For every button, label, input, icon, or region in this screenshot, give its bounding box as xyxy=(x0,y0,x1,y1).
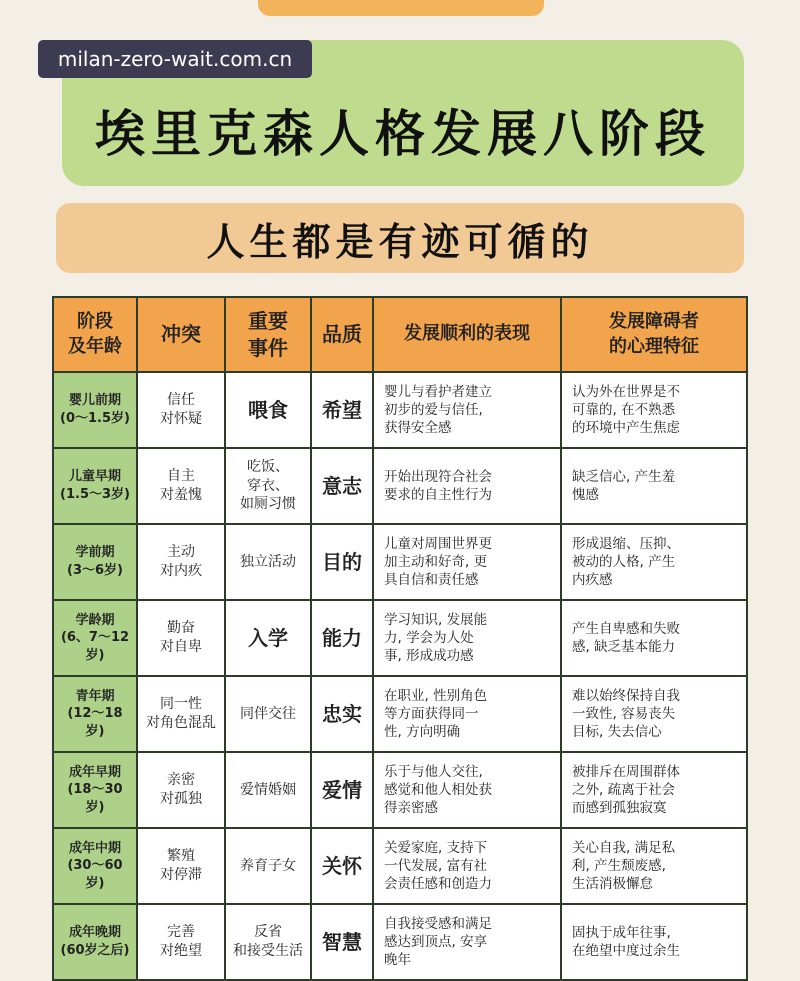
success-cell xyxy=(373,676,561,752)
header-event-line2: 事件 xyxy=(248,335,288,360)
conflict-cell xyxy=(137,524,225,600)
stage-cell xyxy=(53,600,137,676)
obstacle-cell-line: 可靠的, 在不熟悉 xyxy=(572,401,676,418)
header-obstacle-line1: 发展障碍者 xyxy=(609,311,699,333)
event-cell xyxy=(225,448,311,524)
obstacle-cell-line: 缺乏信心, 产生羞 xyxy=(572,468,676,485)
quality-cell: 意志 xyxy=(311,448,373,524)
stage-cell-line: (3～6岁) xyxy=(67,563,123,578)
obstacle-cell-line: 生活消极懈怠 xyxy=(572,876,653,893)
obstacle-cell-line: 而感到孤独寂寞 xyxy=(572,800,667,817)
header-success: 发展顺利的表现 xyxy=(373,297,561,372)
success-cell xyxy=(373,448,561,524)
obstacle-cell-line: 被动的人格, 产生 xyxy=(572,553,676,570)
quality-cell: 爱情 xyxy=(311,752,373,828)
success-cell-line: 在职业, 性别角色 xyxy=(384,687,488,704)
stage-cell-line: (12～18岁) xyxy=(67,706,123,739)
stage-cell xyxy=(53,828,137,904)
table-row xyxy=(53,676,747,752)
table-row xyxy=(53,372,747,448)
success-cell-line: 获得安全感 xyxy=(384,420,452,437)
success-cell xyxy=(373,524,561,600)
event-cell-line: 入学 xyxy=(248,625,288,650)
obstacle-cell xyxy=(561,372,747,448)
conflict-cell-line: 对羞愧 xyxy=(160,487,202,503)
obstacle-cell xyxy=(561,828,747,904)
event-cell-line: 养育子女 xyxy=(240,857,296,874)
obstacle-cell-line: 固执于成年往事, xyxy=(572,924,671,941)
conflict-cell-line: 自主 xyxy=(167,468,195,485)
success-cell xyxy=(373,828,561,904)
event-cell-line: 如厕习惯 xyxy=(240,496,296,513)
success-cell-line: 会责任感和创造力 xyxy=(384,876,492,893)
success-cell-line: 一代发展, 富有社 xyxy=(384,857,488,874)
success-cell-line: 感觉和他人相处获 xyxy=(384,781,492,798)
obstacle-cell-line: 认为外在世界是不 xyxy=(572,383,680,400)
success-cell xyxy=(373,600,561,676)
table-row xyxy=(53,752,747,828)
obstacle-cell-line: 愧感 xyxy=(572,487,599,503)
conflict-cell-line: 完善 xyxy=(167,924,195,941)
conflict-cell-line: 对孤独 xyxy=(160,791,202,807)
stage-cell-line: (1.5～3岁) xyxy=(60,487,130,502)
stage-cell-line: 成年中期 xyxy=(68,840,121,856)
page-title: 埃里克森人格发展八阶段 xyxy=(95,105,711,163)
event-cell-line: 穿衣、 xyxy=(247,477,289,494)
header-stage-line1: 阶段 xyxy=(77,311,113,333)
success-cell-line: 关爱家庭, 支持下 xyxy=(384,839,488,856)
conflict-cell xyxy=(137,676,225,752)
success-cell-line: 要求的自主性行为 xyxy=(384,487,492,503)
obstacle-cell-line: 关心自我, 满足私 xyxy=(572,839,676,856)
obstacle-cell-line: 的环境中产生焦虑 xyxy=(572,420,680,437)
conflict-cell-line: 对内疚 xyxy=(160,563,202,579)
success-cell-line: 开始出现符合社会 xyxy=(384,468,492,485)
event-cell xyxy=(225,904,311,980)
stages-table xyxy=(52,296,748,981)
success-cell-line: 儿童对周围世界更 xyxy=(384,535,492,552)
stage-cell-line: 学龄期 xyxy=(75,612,115,628)
subtitle-banner xyxy=(56,203,744,273)
event-cell-line: 反省 xyxy=(254,924,282,941)
stage-cell-line: 儿童早期 xyxy=(68,469,121,485)
conflict-cell-line: 亲密 xyxy=(167,772,195,789)
header-stage-line2: 及年龄 xyxy=(68,335,122,357)
conflict-cell xyxy=(137,448,225,524)
stage-cell xyxy=(53,524,137,600)
header-conflict: 冲突 xyxy=(137,297,225,372)
stage-cell-line: (30～60岁) xyxy=(67,858,123,891)
conflict-cell xyxy=(137,904,225,980)
event-cell xyxy=(225,676,311,752)
event-cell xyxy=(225,600,311,676)
conflict-cell-line: 对怀疑 xyxy=(160,411,202,427)
event-cell-line: 吃饭、 xyxy=(247,458,289,475)
success-cell-line: 性, 方向明确 xyxy=(384,724,461,741)
obstacle-cell-line: 利, 产生颓废感, xyxy=(572,857,666,874)
event-cell-line: 爱情婚姻 xyxy=(240,781,296,798)
conflict-cell-line: 主动 xyxy=(167,544,195,561)
table-row xyxy=(53,904,747,980)
conflict-cell-line: 勤奋 xyxy=(167,620,195,637)
success-cell-line: 初步的爱与信任, xyxy=(384,401,483,418)
success-cell xyxy=(373,904,561,980)
watermark-badge: milan-zero-wait.com.cn xyxy=(38,40,312,78)
conflict-cell-line: 繁殖 xyxy=(167,848,195,865)
table-row xyxy=(53,448,747,524)
stage-cell-line: 婴儿前期 xyxy=(68,393,121,409)
conflict-cell xyxy=(137,752,225,828)
obstacle-cell xyxy=(561,524,747,600)
header-event-line1: 重要 xyxy=(248,308,288,333)
obstacle-cell-line: 产生自卑感和失败 xyxy=(572,620,680,637)
success-cell xyxy=(373,372,561,448)
success-cell-line: 婴儿与看护者建立 xyxy=(384,383,492,400)
obstacle-cell xyxy=(561,600,747,676)
conflict-cell-line: 信任 xyxy=(167,392,195,409)
conflict-cell xyxy=(137,600,225,676)
event-cell xyxy=(225,752,311,828)
success-cell-line: 晚年 xyxy=(384,952,411,969)
conflict-cell-line: 同一性 xyxy=(160,696,202,713)
success-cell-line: 事, 形成成功感 xyxy=(384,648,474,665)
quality-cell: 智慧 xyxy=(311,904,373,980)
stage-cell-line: (18～30岁) xyxy=(67,782,123,815)
conflict-cell xyxy=(137,372,225,448)
header-quality: 品质 xyxy=(311,297,373,372)
stage-cell xyxy=(53,372,137,448)
table-row xyxy=(53,828,747,904)
stage-cell xyxy=(53,904,137,980)
obstacle-cell-line: 难以始终保持自我 xyxy=(572,687,680,704)
table-header-row xyxy=(53,297,747,372)
quality-cell: 目的 xyxy=(311,524,373,600)
quality-cell: 关怀 xyxy=(311,828,373,904)
page-subtitle: 人生都是有迹可循的 xyxy=(206,219,594,264)
success-cell xyxy=(373,752,561,828)
quality-cell: 能力 xyxy=(311,600,373,676)
success-cell-line: 乐于与他人交往, xyxy=(384,763,483,780)
success-cell-line: 等方面获得同一 xyxy=(384,705,479,722)
event-cell-line: 独立活动 xyxy=(240,553,296,570)
quality-cell: 希望 xyxy=(311,372,373,448)
event-cell xyxy=(225,828,311,904)
success-cell-line: 感达到顶点, 安享 xyxy=(384,933,488,950)
stage-cell-line: 青年期 xyxy=(75,688,115,704)
header-event xyxy=(225,297,311,372)
obstacle-cell xyxy=(561,752,747,828)
obstacle-cell-line: 形成退缩、压抑、 xyxy=(572,535,680,552)
event-cell xyxy=(225,524,311,600)
stage-cell xyxy=(53,752,137,828)
stage-cell-line: 学前期 xyxy=(75,545,115,561)
header-obstacle-line2: 的心理特征 xyxy=(609,335,699,357)
table-row xyxy=(53,524,747,600)
obstacle-cell xyxy=(561,676,747,752)
success-cell-line: 自我接受感和满足 xyxy=(384,915,492,932)
obstacle-cell xyxy=(561,904,747,980)
header-stage xyxy=(53,297,137,372)
stage-cell-line: 成年晚期 xyxy=(68,925,121,941)
success-cell-line: 具自信和责任感 xyxy=(384,572,479,589)
conflict-cell xyxy=(137,828,225,904)
event-cell xyxy=(225,372,311,448)
stage-cell xyxy=(53,676,137,752)
conflict-cell-line: 对角色混乱 xyxy=(146,715,216,731)
quality-cell: 忠实 xyxy=(311,676,373,752)
event-cell-line: 和接受生活 xyxy=(233,943,303,959)
header-obstacle xyxy=(561,297,747,372)
conflict-cell-line: 对自卑 xyxy=(160,639,202,655)
obstacle-cell-line: 在绝望中度过余生 xyxy=(572,943,680,959)
obstacle-cell-line: 之外, 疏离于社会 xyxy=(572,781,676,798)
obstacle-cell-line: 目标, 失去信心 xyxy=(572,724,662,741)
obstacle-cell-line: 内疚感 xyxy=(572,572,613,589)
obstacle-cell-line: 感, 缺乏基本能力 xyxy=(572,639,676,655)
stage-cell xyxy=(53,448,137,524)
stage-cell-line: (60岁之后) xyxy=(60,943,130,958)
event-cell-line: 同伴交往 xyxy=(240,705,296,722)
obstacle-cell-line: 被排斥在周围群体 xyxy=(572,763,680,780)
stage-cell-line: (6、7～12岁) xyxy=(60,630,130,663)
success-cell-line: 得亲密感 xyxy=(384,800,438,817)
success-cell-line: 加主动和好奇, 更 xyxy=(384,553,488,570)
table-row xyxy=(53,600,747,676)
conflict-cell-line: 对停滞 xyxy=(160,867,202,883)
obstacle-cell-line: 一致性, 容易丧失 xyxy=(572,705,676,722)
obstacle-cell xyxy=(561,448,747,524)
success-cell-line: 力, 学会为人处 xyxy=(384,629,474,646)
stage-cell-line: 成年早期 xyxy=(68,764,121,780)
stage-cell-line: (0～1.5岁) xyxy=(60,411,130,426)
top-decor-strip xyxy=(258,0,544,16)
conflict-cell-line: 对绝望 xyxy=(160,943,202,959)
event-cell-line: 喂食 xyxy=(248,397,288,422)
success-cell-line: 学习知识, 发展能 xyxy=(384,611,488,628)
